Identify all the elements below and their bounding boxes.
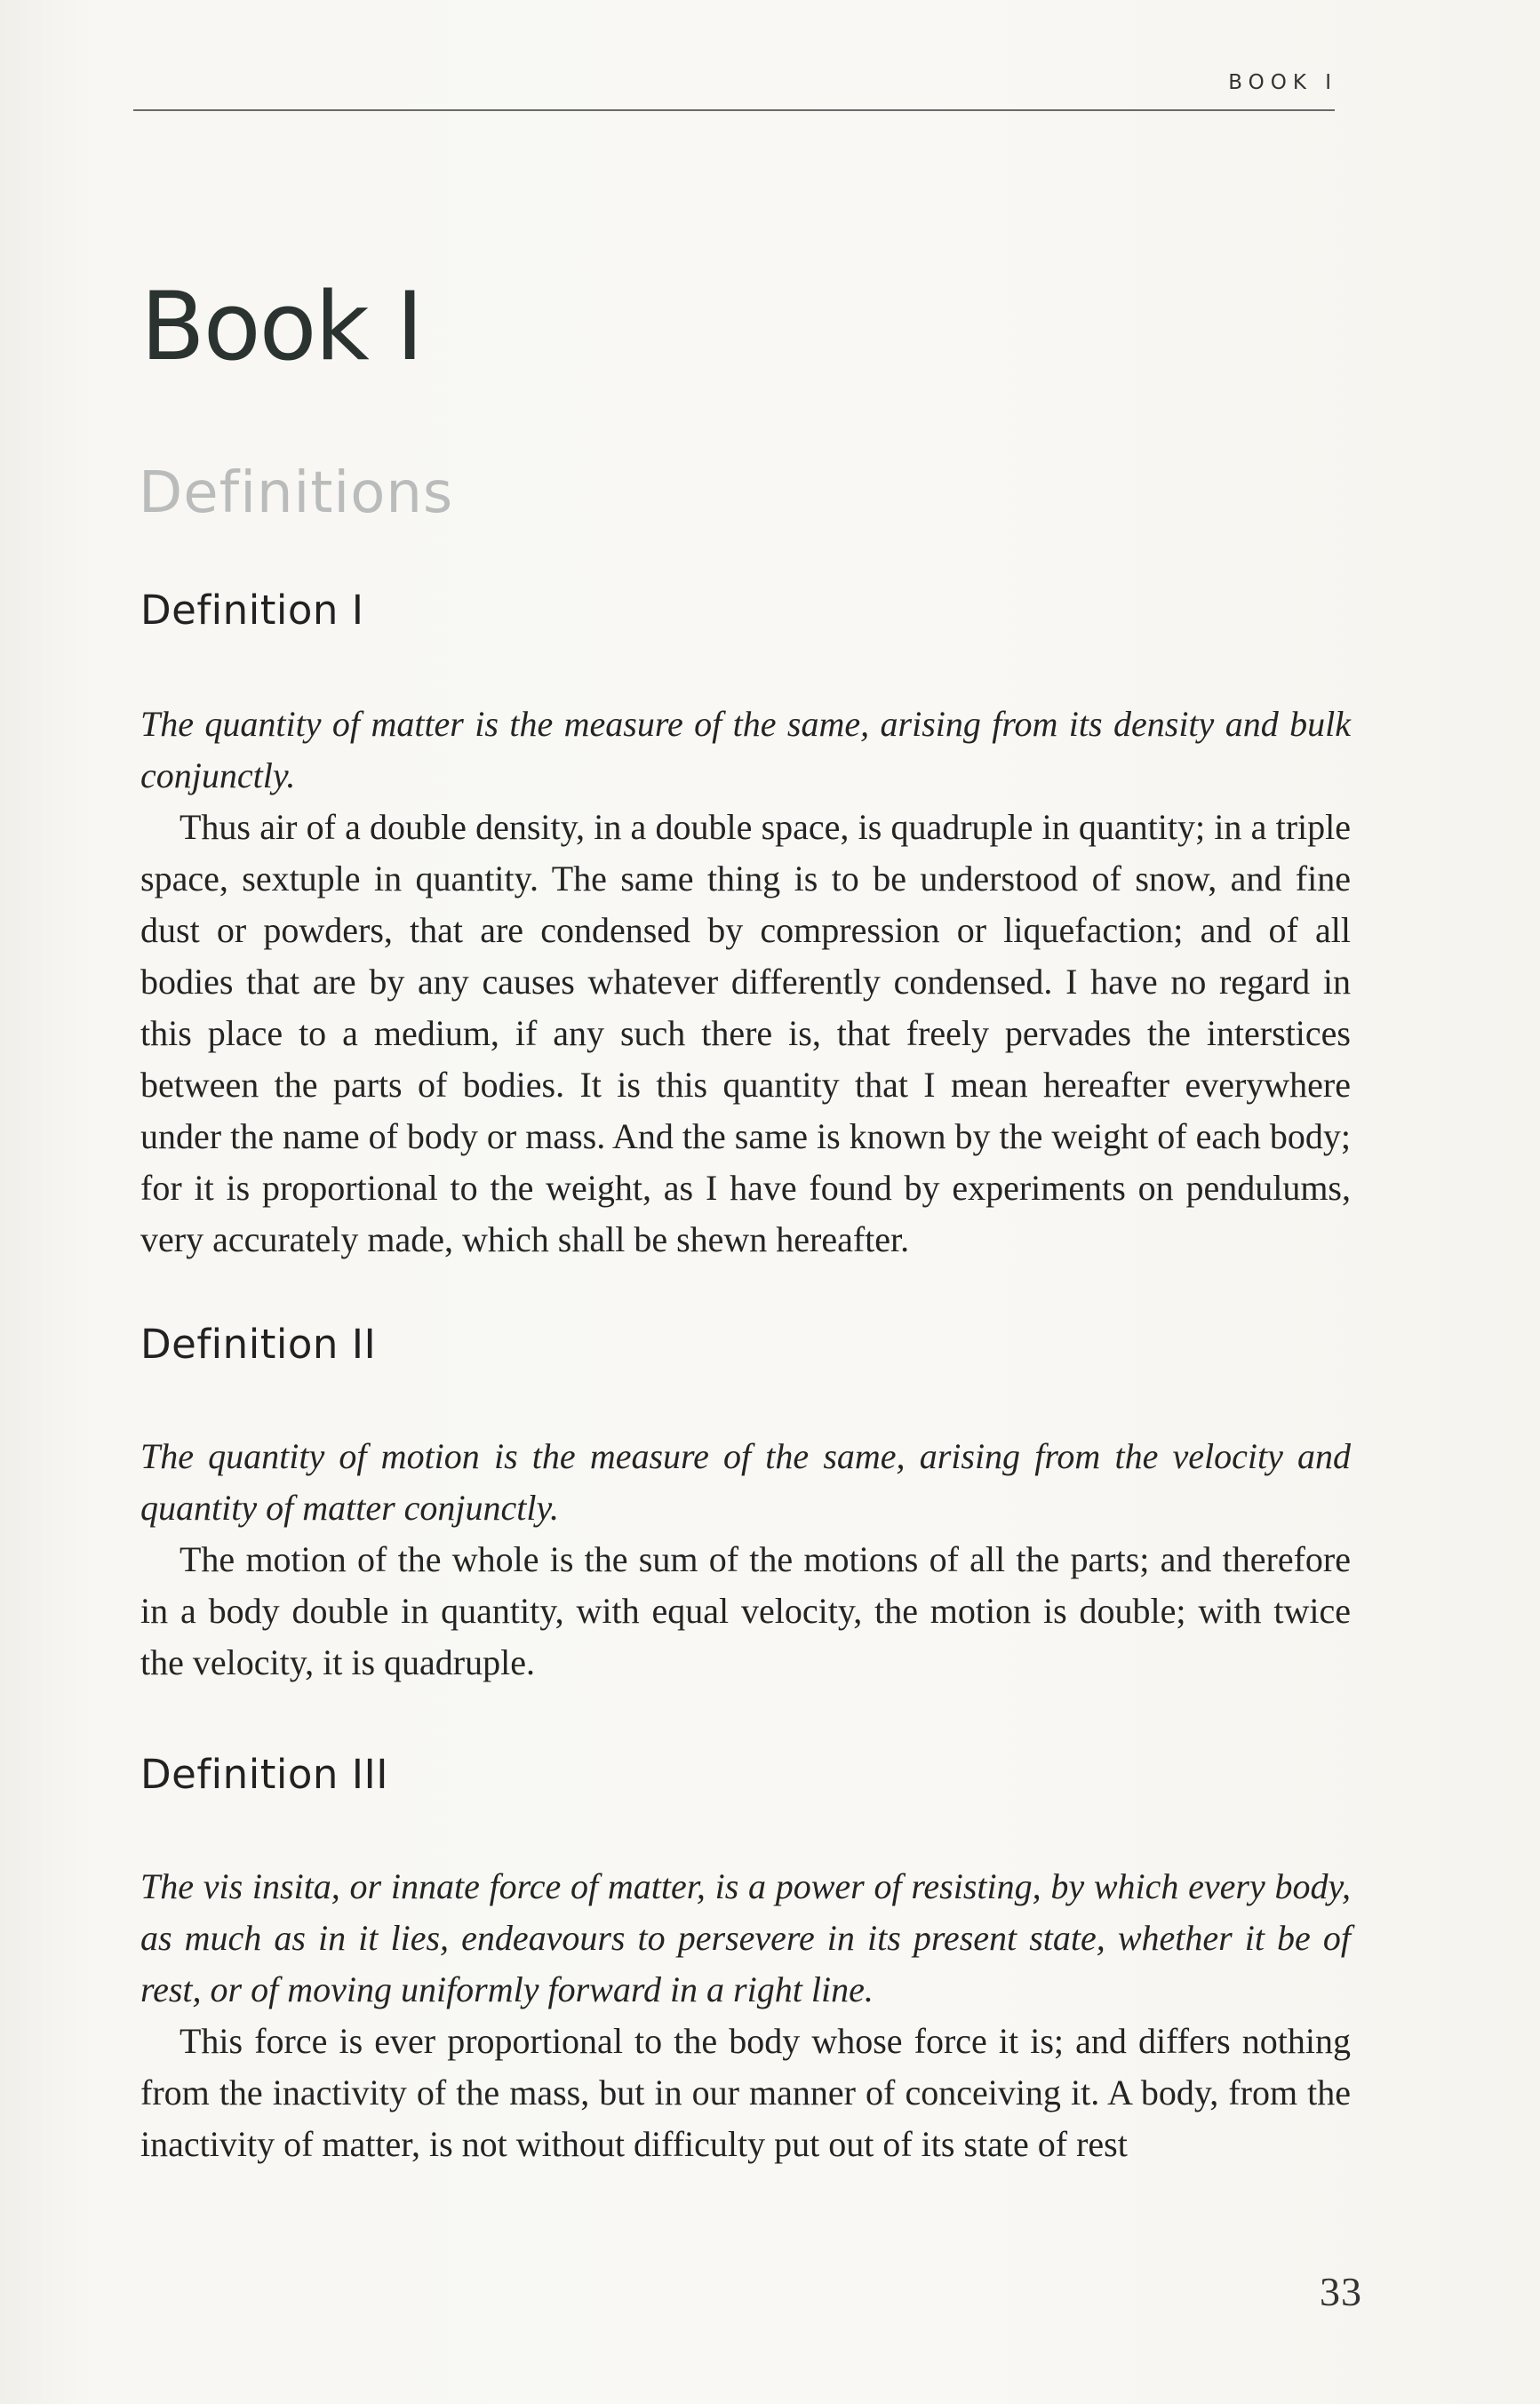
definition-statement: The vis insita, or innate force of matter, is a power of resisting, by which every body, as much as in it lies, endeavours to persevere in its present state, whether it be of rest, or of moving uniformly forward in a right line. (140, 1866, 1351, 2009)
definition-body: The motion of the whole is the sum of the motions of all the parts; and therefore in a body double in quantity, with equal velocity, the motion is double; with twice the velocity, it is quadruple. (140, 1539, 1351, 1682)
definition-2 (140, 1321, 1351, 1689)
definition-statement: The quantity of matter is the measure of the same, arising from its density and bulk conjunctly. (140, 704, 1351, 795)
definition-body: Thus air of a double density, in a double space, is quadruple in quantity; in a triple space, sextuple in quantity. The same thing is to be understood of snow, and fine dust or powders, that are condensed by compression or liquefaction; and of all bodies that are by any causes whatever differently condensed. I have no regard in this place to a medium, if any such there is, that freely pervades the interstices between the parts of bodies. It is this quantity that I mean hereafter everywhere under the name of body or mass. And the same is known by the weight of each body; for it is proportional to the weight, as I have found by experiments on pendulums, very accurately made, which shall be shewn hereafter. (140, 807, 1351, 1259)
definition-heading: Definition III (140, 1751, 389, 1798)
page-number: 33 (1320, 2269, 1362, 2314)
definition-3 (140, 1751, 1351, 2170)
definition-heading: Definition II (140, 1321, 377, 1368)
definition-1 (140, 587, 1351, 1266)
running-head: BOOK I (1228, 71, 1337, 94)
definition-heading: Definition I (140, 587, 364, 634)
section-title: Definitions (139, 460, 454, 526)
definition-body: This force is ever proportional to the body whose force it is; and differs nothing from the inactivity of the mass, but in our manner of conceiving it. A body, from the inactivity of matter, is not without difficulty put out of its state of rest (140, 2021, 1351, 2164)
page-content (140, 587, 1351, 2170)
header-rule (133, 109, 1335, 111)
definition-statement: The quantity of motion is the measure of the same, arising from the velocity and quantity of matter conjunctly. (140, 1436, 1351, 1528)
book-title: Book I (140, 272, 422, 381)
